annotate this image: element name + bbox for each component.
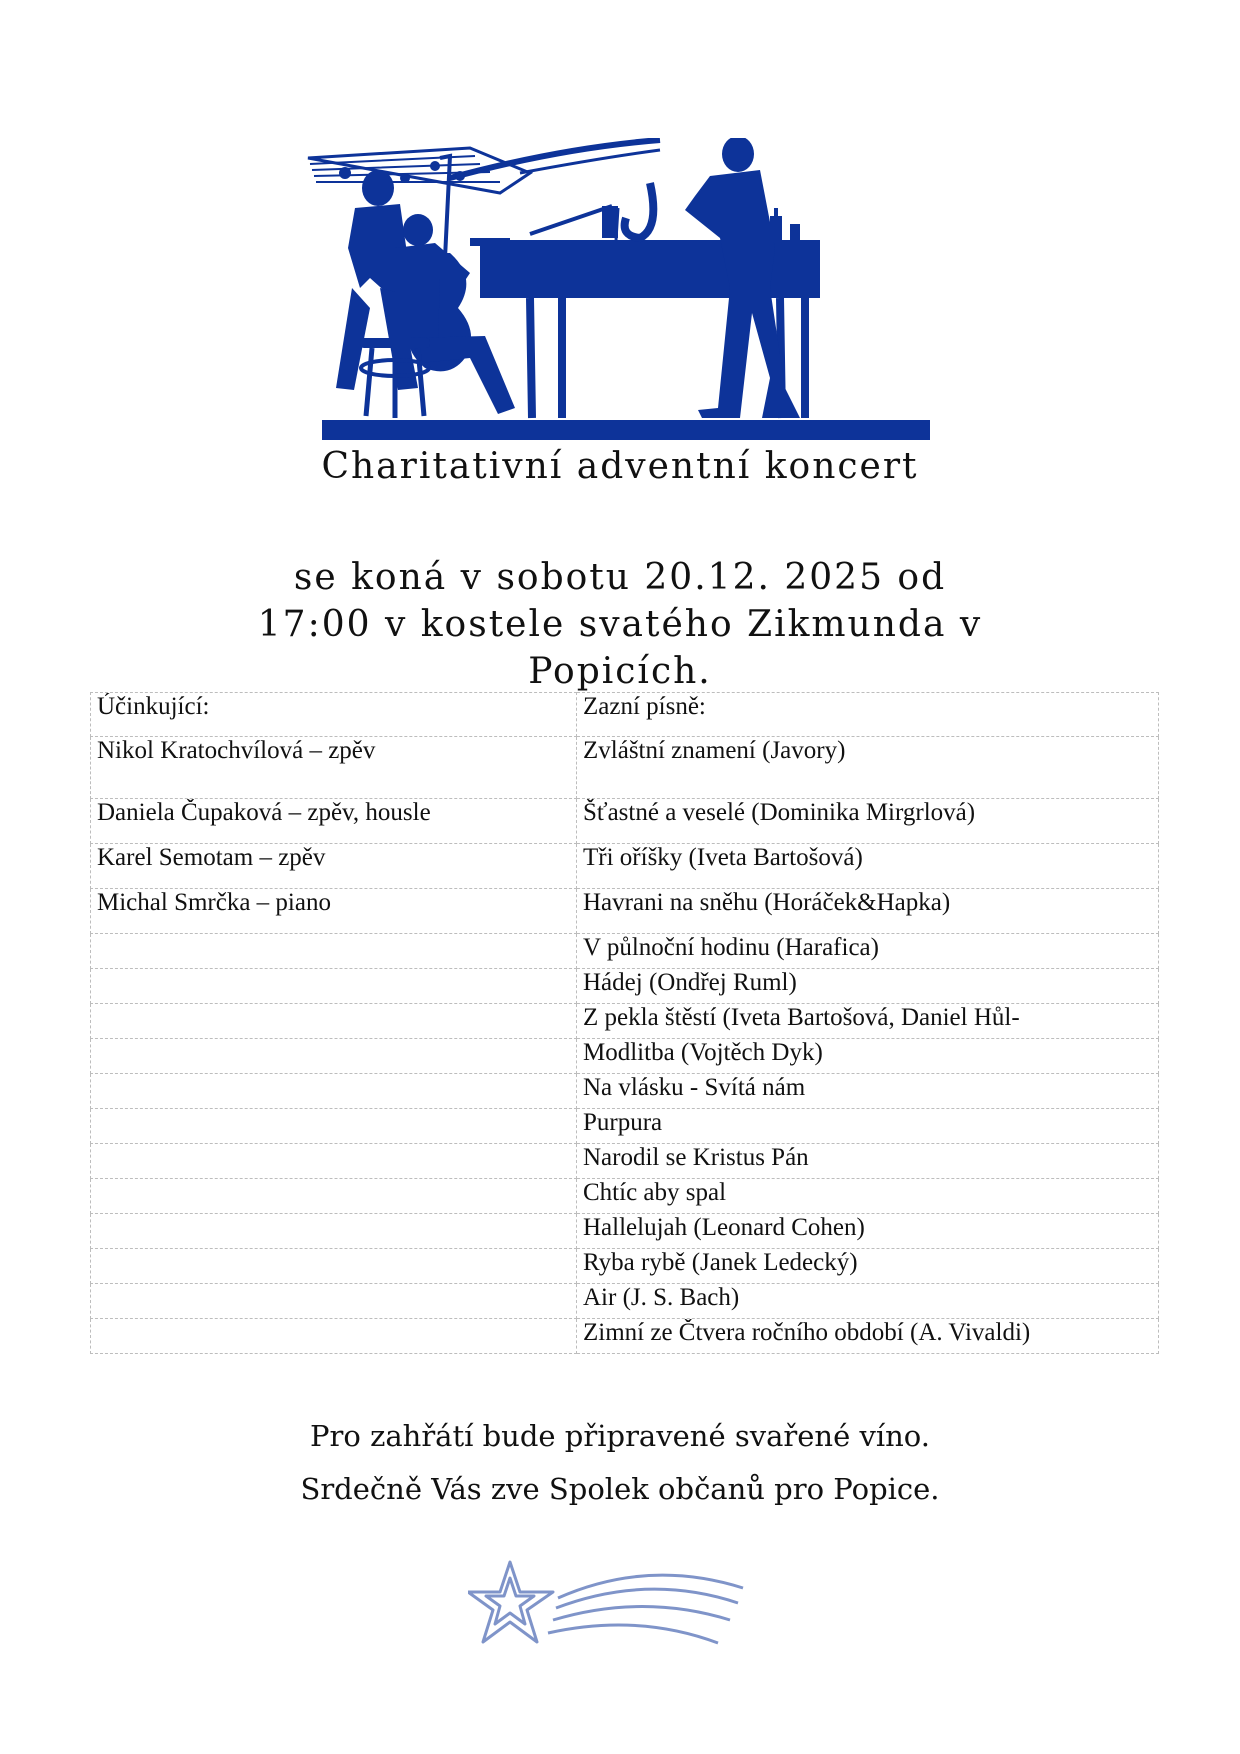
table-row xyxy=(91,934,1159,969)
performer-cell xyxy=(91,1039,577,1074)
song-cell: Hallelujah (Leonard Cohen) xyxy=(577,1214,1159,1249)
song-cell: Na vlásku - Svítá nám xyxy=(577,1074,1159,1109)
performer-cell xyxy=(91,1074,577,1109)
song-cell: Narodil se Kristus Pán xyxy=(577,1144,1159,1179)
performer-cell xyxy=(91,1284,577,1319)
table-row xyxy=(91,844,1159,889)
songs-header: Zazní písně: xyxy=(577,693,1159,737)
table-row xyxy=(91,1074,1159,1109)
song-cell: Šťastné a veselé (Dominika Mirgrlová) xyxy=(577,799,1159,844)
table-row xyxy=(91,1284,1159,1319)
event-info-line-2: 17:00 v kostele svatého Zikmunda v xyxy=(257,604,983,645)
performer-cell: Michal Smrčka – piano xyxy=(91,889,577,934)
jazz-band-illustration xyxy=(300,138,950,448)
performer-cell xyxy=(91,969,577,1004)
table-row xyxy=(91,889,1159,934)
song-cell: Z pekla štěstí (Iveta Bartošová, Daniel Hůl- xyxy=(577,1004,1159,1039)
performer-cell xyxy=(91,1004,577,1039)
performer-cell xyxy=(91,1249,577,1284)
page-title: Charitativní adventní koncert xyxy=(321,446,919,487)
footer-text xyxy=(0,1410,1240,1516)
performer-cell xyxy=(91,1179,577,1214)
song-cell: Zimní ze Čtvera ročního období (A. Vivaldi) xyxy=(577,1319,1159,1354)
table-row xyxy=(91,737,1159,799)
footer-line-2: Srdečně Vás zve Spolek občanů pro Popice. xyxy=(300,1472,940,1506)
performer-cell xyxy=(91,1144,577,1179)
table-row xyxy=(91,1109,1159,1144)
song-cell: V půlnoční hodinu (Harafica) xyxy=(577,934,1159,969)
table-row xyxy=(91,969,1159,1004)
performer-cell xyxy=(91,1214,577,1249)
table-row xyxy=(91,1179,1159,1214)
table-row xyxy=(91,1214,1159,1249)
song-cell: Ryba rybě (Janek Ledecký) xyxy=(577,1249,1159,1284)
table-row xyxy=(91,1144,1159,1179)
performers-header: Účinkující: xyxy=(91,693,577,737)
event-info-line-1: se koná v sobotu 20.12. 2025 od xyxy=(293,557,947,598)
shooting-star-icon xyxy=(468,1558,758,1678)
table-row xyxy=(91,1249,1159,1284)
table-row xyxy=(91,799,1159,844)
event-info xyxy=(0,554,1240,695)
event-info-line-3: Popicích. xyxy=(528,651,712,692)
song-cell: Hádej (Ondřej Ruml) xyxy=(577,969,1159,1004)
performer-cell xyxy=(91,1319,577,1354)
table-header-row xyxy=(91,693,1159,737)
footer-line-1: Pro zahřátí bude připravené svařené víno. xyxy=(310,1419,930,1453)
table-row xyxy=(91,1004,1159,1039)
table-row xyxy=(91,1319,1159,1354)
song-cell: Air (J. S. Bach) xyxy=(577,1284,1159,1319)
song-cell: Tři oříšky (Iveta Bartošová) xyxy=(577,844,1159,889)
song-cell: Purpura xyxy=(577,1109,1159,1144)
performer-cell xyxy=(91,1109,577,1144)
song-cell: Chtíc aby spal xyxy=(577,1179,1159,1214)
table-row xyxy=(91,1039,1159,1074)
performer-cell: Nikol Kratochvílová – zpěv xyxy=(91,737,577,799)
performer-cell: Karel Semotam – zpěv xyxy=(91,844,577,889)
song-cell: Modlitba (Vojtěch Dyk) xyxy=(577,1039,1159,1074)
program-table xyxy=(90,692,1159,1354)
performer-cell xyxy=(91,934,577,969)
song-cell: Zvláštní znamení (Javory) xyxy=(577,737,1159,799)
song-cell: Havrani na sněhu (Horáček&Hapka) xyxy=(577,889,1159,934)
performer-cell: Daniela Čupaková – zpěv, housle xyxy=(91,799,577,844)
